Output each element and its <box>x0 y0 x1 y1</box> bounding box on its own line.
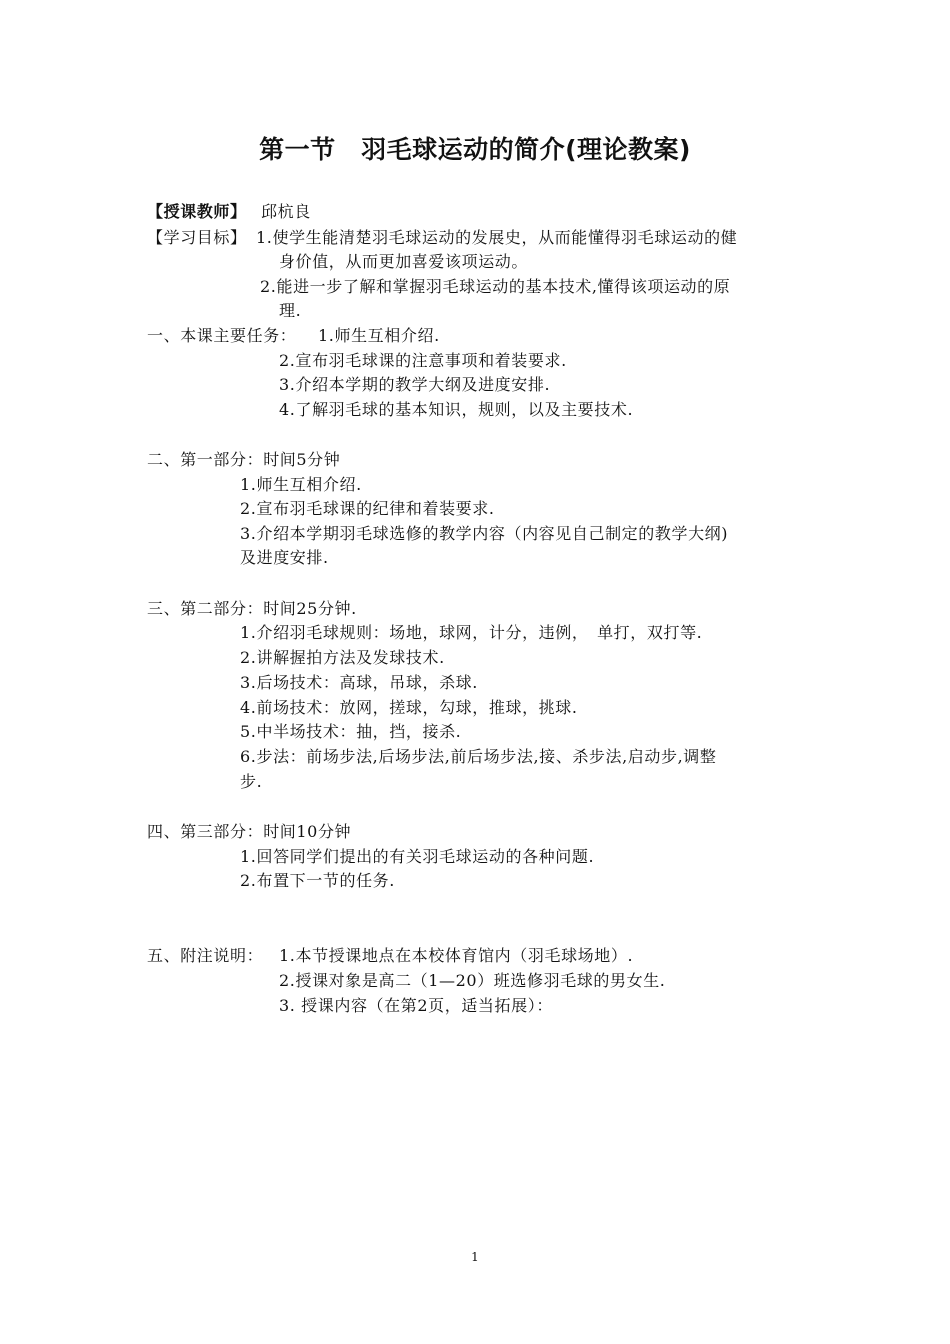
section1-item-2: 2.宣布羽毛球课的注意事项和着装要求. <box>279 351 567 370</box>
section4-heading: 四、第三部分：时间10分钟 <box>147 822 352 841</box>
teacher-label: 【授课教师】 <box>147 202 247 221</box>
objective-2-line1: 2.能进一步了解和掌握羽毛球运动的基本技术,懂得该项运动的原 <box>260 277 731 296</box>
section2-item-2: 2.宣布羽毛球课的纪律和着装要求. <box>240 499 495 518</box>
section5-heading: 五、附注说明： <box>147 946 264 965</box>
section2-item-1: 1.师生互相介绍. <box>240 475 362 494</box>
section3-item-1: 1.介绍羽毛球规则：场地，球网，计分，违例， 单打，双打等. <box>240 623 703 642</box>
section1-item-1: 1.师生互相介绍. <box>318 326 440 345</box>
section5-item-2: 2.授课对象是高二（1—20）班选修羽毛球的男女生. <box>279 971 666 990</box>
page-number: 1 <box>471 1250 479 1264</box>
section3-item-6-cont: 步. <box>240 772 263 791</box>
section5-item-1: 1.本节授课地点在本校体育馆内（羽毛球场地）. <box>279 946 634 965</box>
objective-1-line2: 身价值，从而更加喜爱该项运动。 <box>279 252 529 271</box>
section1-item-4: 4.了解羽毛球的基本知识，规则，以及主要技术. <box>279 400 634 419</box>
section4-item-1: 1.回答同学们提出的有关羽毛球运动的各种问题. <box>240 847 595 866</box>
section1-item-3: 3.介绍本学期的教学大纲及进度安排. <box>279 375 551 394</box>
section1-heading: 一、本课主要任务： <box>147 326 297 345</box>
section4-item-2: 2.布置下一节的任务. <box>240 871 395 890</box>
section3-item-4: 4.前场技术：放网，搓球，勾球，推球，挑球. <box>240 698 578 717</box>
section3-item-3: 3.后场技术：高球，吊球，杀球. <box>240 673 478 692</box>
section2-item-3-cont: 及进度安排. <box>240 548 329 567</box>
page-title: 第一节 羽毛球运动的简介(理论教案) <box>259 135 691 164</box>
section3-item-6: 6.步法：前场步法,后场步法,前后场步法,接、杀步法,启动步,调整 <box>240 747 717 766</box>
objective-2-line2: 理. <box>279 301 302 320</box>
objectives-label: 【学习目标】 <box>147 228 247 247</box>
section3-heading: 三、第二部分：时间25分钟. <box>147 599 357 618</box>
teacher-name: 邱杭良 <box>261 202 311 221</box>
section3-item-5: 5.中半场技术：抽，挡，接杀. <box>240 722 462 741</box>
section5-item-3: 3. 授课内容（在第2页，适当拓展）： <box>279 996 553 1015</box>
section2-heading: 二、第一部分：时间5分钟 <box>147 450 341 469</box>
section2-item-3: 3.介绍本学期羽毛球选修的教学内容（内容见自己制定的教学大纲) <box>240 524 729 543</box>
section3-item-2: 2.讲解握拍方法及发球技术. <box>240 648 445 667</box>
objective-1-line1: 1.使学生能清楚羽毛球运动的发展史，从而能懂得羽毛球运动的健 <box>256 228 738 247</box>
